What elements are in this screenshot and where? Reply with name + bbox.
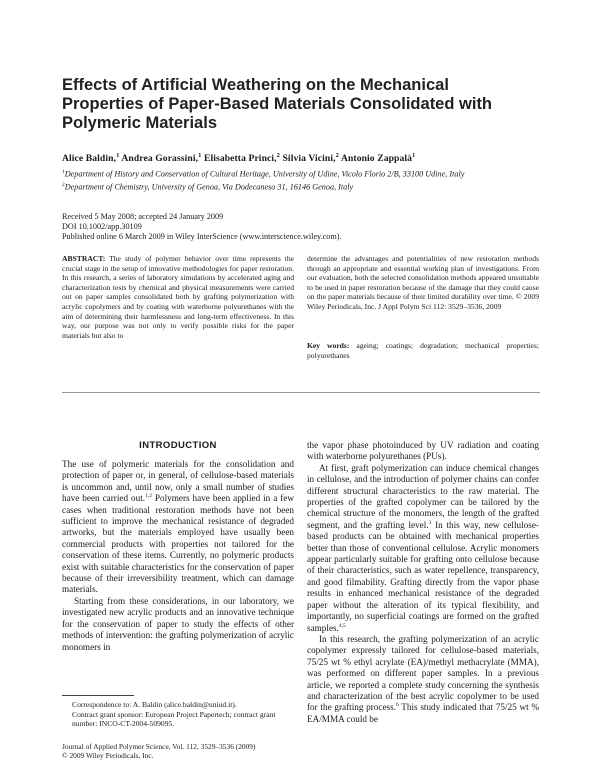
correspondence-note: Correspondence to: A. Baldin (alice.baldin@uniud.it). bbox=[72, 700, 237, 709]
section-heading: INTRODUCTION bbox=[139, 440, 217, 451]
author: Andrea Gorassini,$^1$ bbox=[121, 152, 202, 165]
keywords-label: Key words: bbox=[307, 341, 350, 350]
doi: DOI 10.1002/app.30109 bbox=[62, 222, 142, 231]
copyright: © 2009 Wiley Periodicals, Inc. bbox=[62, 751, 154, 761]
paragraph: In this research, the grafting polymerization of an acrylic copolymer expressly tailored for cellulose-based materials, 75/25 wt % ethyl acrylate (EA)/methyl methacrylate (MMA), was performed on different paper samples. In a previous article, we reported a complete study concerning the synthesis and characterization of the best acrylic copolymer to be used for the grafting process.$^6$ This study indicated that 75/25 wt % EA/MMA could be bbox=[307, 633, 539, 724]
author: Elisabetta Princi,$^2$ bbox=[203, 152, 280, 165]
affiliations bbox=[62, 167, 482, 193]
received-date: Received 5 May 2008; accepted 24 January 2009 bbox=[62, 212, 224, 221]
journal-info bbox=[62, 742, 294, 760]
footnote-divider bbox=[62, 695, 134, 696]
journal-citation: Journal of Applied Polymer Science, Vol. 112, 3529–3536 (2009) bbox=[62, 742, 256, 751]
author: Alice Baldin,$^1$ bbox=[62, 152, 120, 165]
keywords-text: ageing; coatings; degradation; mechanical properties; polyurethanes bbox=[307, 341, 539, 360]
paragraph: the vapor phase photoinduced by UV radiation and coating with waterborne polyurethanes (PUs). bbox=[307, 440, 539, 462]
abstract-label: ABSTRACT: bbox=[62, 254, 106, 263]
keywords bbox=[307, 341, 539, 360]
abstract-right-column: determine the advantages and potentialities of new restoration methods through an appropriate and essential working plan of investigations. From our evaluation, both the selected consolidation methods appeared unsuitable to be used in paper restoration because of the damage that they could cause on the paper materials because of their limited durability over time. © 2009 Wiley Periodicals, Inc. J Appl Polym Sci 112: 3529–3536, 2009 bbox=[307, 254, 539, 311]
publication-history bbox=[62, 212, 482, 242]
author: Silvia Vicini,$^2$ bbox=[282, 152, 339, 165]
body-left-column bbox=[62, 459, 294, 653]
footnote bbox=[62, 700, 294, 729]
published-date: Published online 6 March 2009 in Wiley InterScience (www.interscience.wiley.com). bbox=[62, 232, 342, 241]
paragraph: At first, graft polymerization can induce chemical changes in cellulose, and the introduction of polymer chains can confer different structural characteristics to the raw material. The properties of the grafted copolymer can be tailored by the chemical structure of the monomers, the length of the grafted segment, and the grafting level.$^3$ In this way, new cellulose-based products can be obtained with mechanical properties better than those of conventional cellulose. Acrylic monomers appear particularly suitable for grafting onto cellulose because of their characteristics, such as water repellence, transparency, and good filmability. Grafting directly from the vapor phase results in enhanced mechanical resistance of the degraded paper without the alteration of its typical flexibility, and importantly, no superficial coatings are formed on the grafted samples.$^{4,5}$ bbox=[307, 462, 539, 633]
abstract-left-column bbox=[62, 254, 294, 340]
affiliation: $^2$Department of Chemistry, University of Genoa, Via Dodecaneso 31, 16146 Genoa, Italy bbox=[62, 182, 354, 192]
abstract-text: The study of polymer behavior over time represents the crucial stage in the setup of innovative methodologies for paper restoration. In this research, a series of laboratory simulations by accelerated aging and characterization tests by chemical and physical measurements were carried out on paper samples consolidated both by grafting polymerization with acrylic copolymers and by coating with waterborne polyurethanes with the aim of determining their harmlessness and long-term effectiveness. In this way, our purpose was not only to verify possible risks for the paper materials but also to bbox=[62, 254, 295, 340]
paper-title: Effects of Artificial Weathering on the Mechanical Properties of Paper-Based Materials Consolidated with Polymeric Materials bbox=[62, 76, 493, 132]
abstract-divider bbox=[62, 392, 540, 393]
author-list bbox=[62, 152, 542, 164]
paragraph: The use of polymeric materials for the consolidation and protection of paper or, in general, of cellulose-based materials is uncommon and, until now, only a small number of studies have been carried out.$^{1,2}$ Polymers have been applied in a few cases when traditional restoration methods have not been sufficient to improve the mechanical resistance of degraded artworks, but the materials employed have usually been commercial products with properties not tailored for the conservation of these items. Currently, no polymeric products exist with suitable characteristics for the conservation of paper because of their irreversibility treatment, which can damage materials. bbox=[62, 459, 294, 595]
author: Antonio Zappalà$^1$ bbox=[340, 152, 416, 165]
grant-note: Contract grant sponsor: European Project Papertech; contract grant number: INCO-CT-2004-509095. bbox=[72, 709, 276, 728]
affiliation: $^1$Department of History and Conservation of Cultural Heritage, University of Udine, Vicolo Florio 2/B, 33100 Udine, Italy bbox=[62, 169, 465, 179]
paragraph: Starting from these considerations, in our laboratory, we investigated new acrylic products and an innovative technique for the conservation of paper to study the effects of other methods of intervention: the grafting polymerization of acrylic monomers in bbox=[62, 595, 294, 652]
body-right-column bbox=[307, 440, 539, 725]
